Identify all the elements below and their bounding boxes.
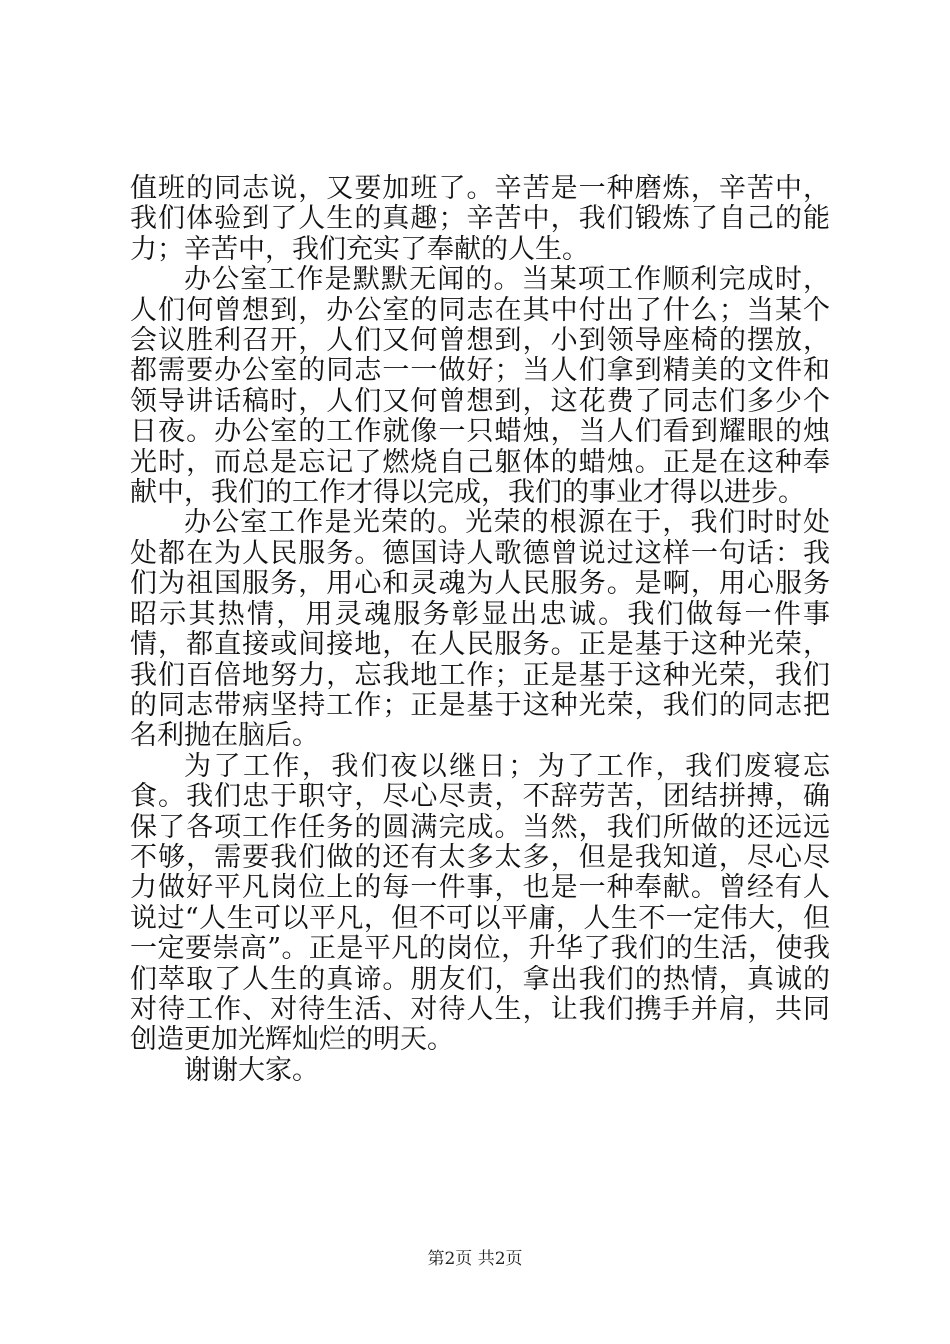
page-footer: 第2页 共2页: [427, 1249, 523, 1269]
paragraph-continuation: 值班的同志说，又要加班了。辛苦是一种磨炼，辛苦中，我们体验到了人生的真趣；辛苦中，我们锻炼了自己的能力；辛苦中，我们充实了奉献的人生。: [130, 173, 830, 265]
paragraph-thanks: 谢谢大家。: [184, 1054, 319, 1086]
document-body: [130, 174, 830, 1086]
paragraph-office-silent: 办公室工作是默默无闻的。当某项工作顺利完成时，人们何曾想到，办公室的同志在其中付出了什么；当某个会议胜利召开，人们又何曾想到，小到领导座椅的摆放，都需要办公室的同志一一做好；当人们拿到精美的文件和领导讲话稿时，人们又何曾想到，这花费了同志们多少个日夜。办公室的工作就像一只蜡烛，当人们看到耀眼的烛光时，而总是忘记了燃烧自己躯体的蜡烛。正是在这种奉献中，我们的工作才得以完成，我们的事业才得以进步。: [130, 264, 830, 509]
paragraph-office-glorious: 办公室工作是光荣的。光荣的根源在于，我们时时处处都在为人民服务。德国诗人歌德曾说过这样一句话：我们为祖国服务，用心和灵魂为人民服务。是啊，用心服务昭示其热情，用灵魂服务彰显出忠诚。我们做每一件事情，都直接或间接地，在人民服务。正是基于这种光荣，我们百倍地努力，忘我地工作；正是基于这种光荣，我们的同志带病坚持工作；正是基于这种光荣，我们的同志把名利抛在脑后。: [130, 507, 830, 752]
paragraph-dedication: 为了工作，我们夜以继日；为了工作，我们废寝忘食。我们忠于职守，尽心尽责，不辞劳苦，团结拼搏，确保了各项工作任务的圆满完成。当然，我们所做的还远远不够，需要我们做的还有太多太多，但是我知道，尽心尽力做好平凡岗位上的每一件事，也是一种奉献。曾经有人说过“人生可以平凡，但不可以平庸，人生不一定伟大，但一定要崇高”。正是平凡的岗位，升华了我们的生活，使我们萃取了人生的真谛。朋友们，拿出我们的热情，真诚的对待工作、对待生活、对待人生，让我们携手并肩，共同创造更加光辉灿烂的明天。: [130, 750, 830, 1056]
